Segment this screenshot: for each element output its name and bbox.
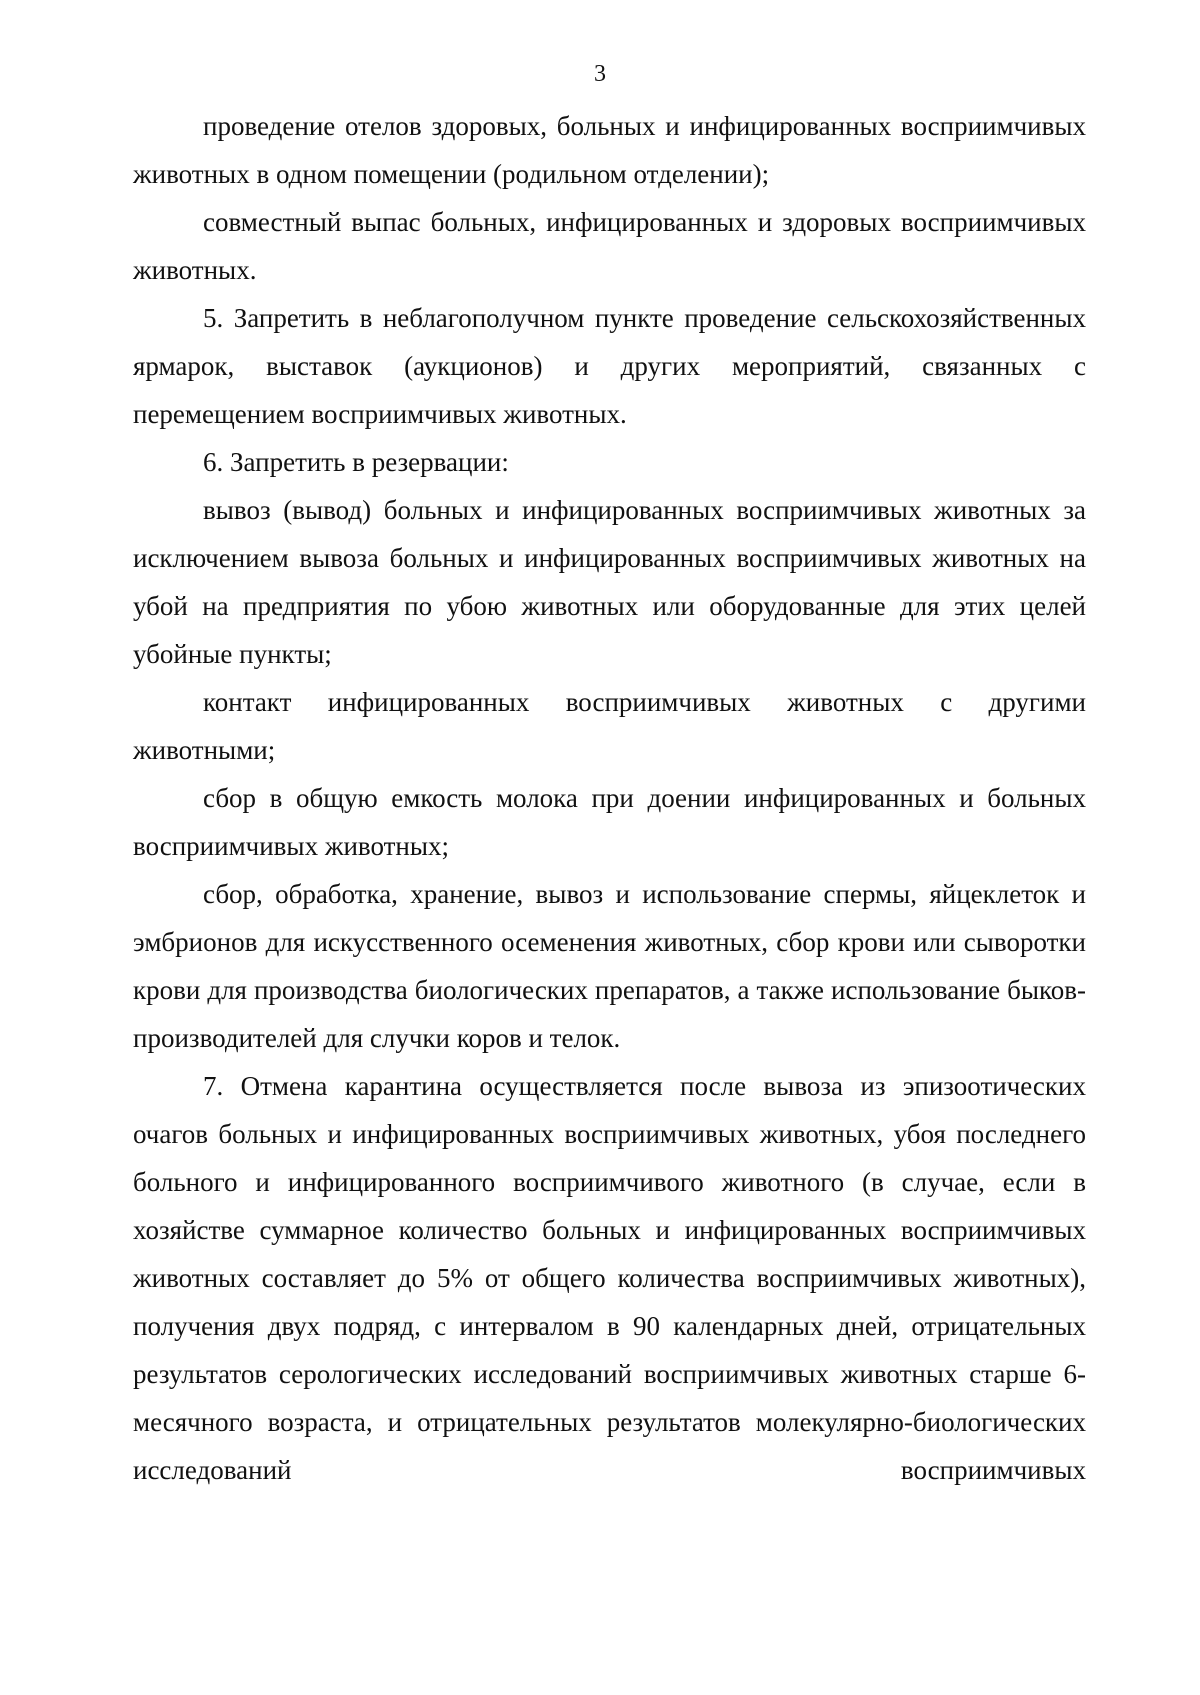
paragraph: 7. Отмена карантина осуществляется после вывоза из эпизоотических очагов больных и инфицированных восприимчивых животных, убоя последнего больного и инфицированного восприимчивого животного (в случае, если в хозяйстве суммарное количество больных и инфицированных восприимчивых животных составляет до 5% от общего количества восприимчивых животных), получения двух подряд, с интервалом в 90 календарных дней, отрицательных результатов серологических исследований восприимчивых животных старше 6-месячного возраста, и отрицательных результатов молекулярно-биологических исследований восприимчивых	[133, 1071, 1086, 1485]
page-number: 3	[594, 61, 606, 87]
document-body	[133, 102, 1086, 1494]
paragraph: сбор, обработка, хранение, вывоз и использование спермы, яйцеклеток и эмбрионов для искусственного осеменения животных, сбор крови или сыворотки крови для производства биологических препаратов, а также использование быков-производителей для случки коров и телок.	[133, 879, 1086, 1053]
paragraph: сбор в общую емкость молока при доении инфицированных и больных восприимчивых животных;	[133, 783, 1086, 861]
paragraph: совместный выпас больных, инфицированных и здоровых восприимчивых животных.	[133, 207, 1086, 285]
paragraph: контакт инфицированных восприимчивых животных с другими животными;	[133, 687, 1086, 765]
paragraph: проведение отелов здоровых, больных и инфицированных восприимчивых животных в одном помещении (родильном отделении);	[133, 111, 1086, 189]
paragraph: вывоз (вывод) больных и инфицированных восприимчивых животных за исключением вывоза больных и инфицированных восприимчивых животных на убой на предприятия по убою животных или оборудованные для этих целей убойные пункты;	[133, 495, 1086, 669]
paragraph: 6. Запретить в резервации:	[203, 447, 509, 477]
paragraph: 5. Запретить в неблагополучном пункте проведение сельскохозяйственных ярмарок, выставок (аукционов) и других мероприятий, связанных с перемещением восприимчивых животных.	[133, 303, 1086, 429]
